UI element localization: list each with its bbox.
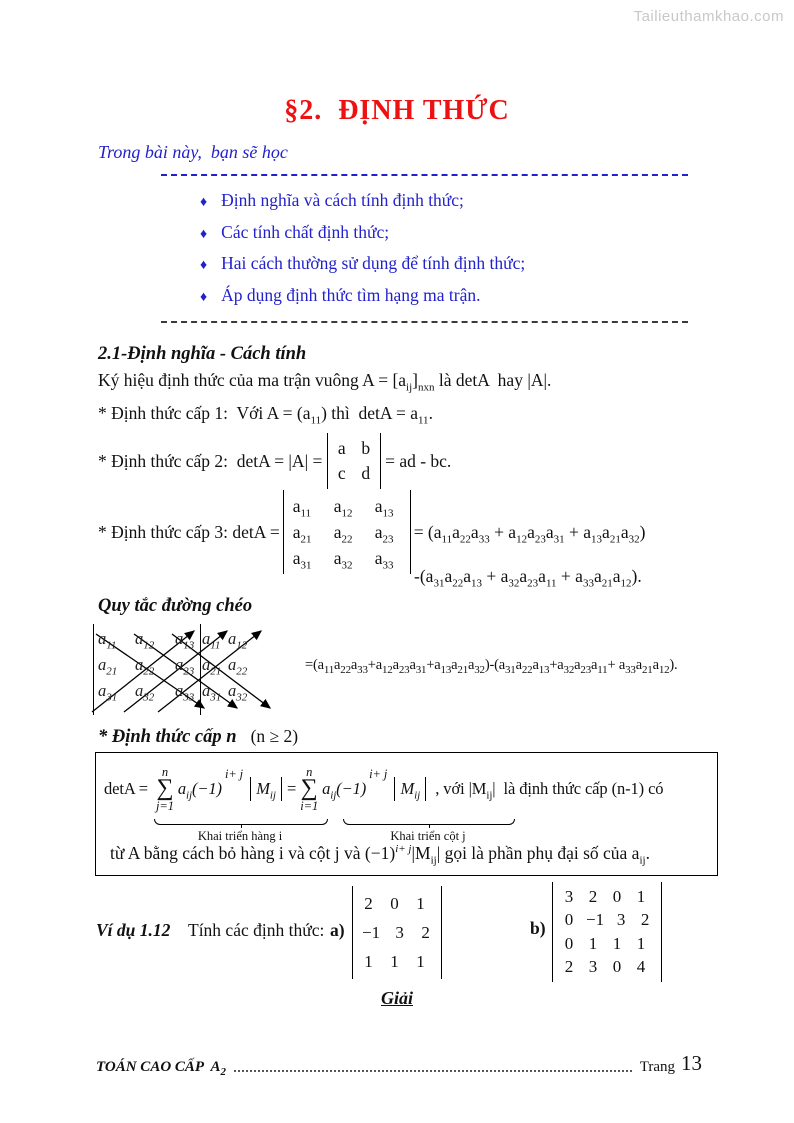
bullet-label: Định nghĩa và cách tính định thức; <box>221 190 464 210</box>
matrix-row <box>562 885 652 909</box>
matrix-cell: 0 <box>564 910 574 930</box>
matrix-row <box>293 545 401 571</box>
underbrace-row-expansion <box>154 819 328 825</box>
sigma-icon: ∑ <box>156 775 174 802</box>
example-text: Tính các định thức: <box>188 920 325 940</box>
matrix-cell: $a_{33}$ <box>374 547 394 571</box>
sum-lower: j=1 <box>156 798 174 813</box>
matrix-cell: $a_{13}$ <box>175 629 195 652</box>
matrix-cell: $a_{12}$ <box>228 629 248 652</box>
intro-lead: Trong bài này, bạn sẽ học <box>98 142 288 162</box>
matrix-cell: $a_{22}$ <box>333 521 353 545</box>
underbrace-label-col: Khai triển cột j <box>390 829 466 843</box>
sarrus-grid <box>98 626 258 704</box>
matrix-cell: 2 <box>640 910 650 930</box>
matrix-row <box>337 436 371 461</box>
formula-box <box>95 752 718 876</box>
matrix-cell: −1 <box>362 922 381 942</box>
sigma-icon: ∑ <box>300 775 318 802</box>
matrix-row <box>98 678 258 704</box>
diamond-bullet-icon: ♦ <box>200 258 208 273</box>
matrix-cell: 3 <box>616 910 626 930</box>
det3-matrix <box>283 490 411 574</box>
det2-matrix <box>327 433 381 489</box>
matrix-row <box>98 626 258 652</box>
sarrus-left-bar <box>93 624 94 715</box>
matrix-cell: 0 <box>612 886 622 906</box>
matrix-cell: c <box>337 463 346 483</box>
watermark-text: Tailieuthamkhao.com <box>633 8 784 25</box>
matrix-cell: b <box>361 438 371 458</box>
example-matrix-b <box>552 882 662 982</box>
det-bar <box>281 777 282 801</box>
page-footer <box>96 1051 702 1076</box>
det-bar <box>425 777 426 801</box>
matrix-row <box>362 947 432 976</box>
matrix-cell: 1 <box>636 933 646 953</box>
matrix-row <box>337 461 371 486</box>
footer-book-title: TOÁN CAO CẤP $A_2$ <box>96 1059 226 1078</box>
det-bar <box>250 777 251 801</box>
capn-heading <box>98 726 298 748</box>
solution-heading-wrap <box>0 988 794 1009</box>
sum-over-j <box>156 766 174 813</box>
diamond-bullet-icon: ♦ <box>200 290 208 305</box>
section-heading: 2.1-Định nghĩa - Cách tính <box>98 344 307 364</box>
sum-over-i <box>300 766 318 813</box>
matrix-cell: $a_{22}$ <box>135 655 155 678</box>
matrix-cell: 1 <box>364 951 373 971</box>
matrix-cell: $a_{33}$ <box>175 681 195 704</box>
f-deta: detA = <box>104 779 153 798</box>
matrix-cell: 3 <box>395 922 404 942</box>
matrix-cell: 0 <box>612 957 622 977</box>
sarrus-equation: $=(a_{11}a_{22}a_{33}+a_{12}a_{23}a_{31}+a_{13}a_{21}a_{32})-(a_{31}a_{22}a_{13}+a_{32}a_{23}a_{11}+ a_{33}a_{21}a_{12})$. <box>305 657 678 676</box>
cap3-line <box>98 490 645 574</box>
matrix-row <box>362 918 432 947</box>
matrix-cell: $a_{11}$ <box>202 629 221 652</box>
matrix-cell: $a_{23}$ <box>175 655 195 678</box>
f-equals: = <box>287 779 297 798</box>
separator-dashed-blue <box>161 174 688 176</box>
matrix-cell: $a_{32}$ <box>135 681 155 704</box>
capn-condition: (n ≥ 2) <box>250 726 299 746</box>
matrix-cell: 3 <box>564 886 574 906</box>
separator-dashed-black <box>161 321 688 323</box>
sarrus-heading: Quy tắc đường chéo <box>98 596 253 616</box>
bullet-item <box>200 253 525 274</box>
matrix-cell: $a_{11}$ <box>98 629 117 652</box>
capn-heading-bold: * Định thức cấp n <box>98 727 237 747</box>
matrix-cell: 0 <box>390 893 399 913</box>
matrix-cell: $a_{21}$ <box>292 521 312 545</box>
f-exponent: i+ j <box>369 766 388 781</box>
footer-dotted-leader <box>234 1069 632 1072</box>
matrix-cell: $a_{12}$ <box>135 629 155 652</box>
underbrace-label-row: Khai triển hàng i <box>197 829 283 843</box>
page-title: §2. ĐỊNH THỨC <box>284 95 510 126</box>
underbrace-col-expansion <box>343 819 515 825</box>
cap3-result1: = $(a_{11}a_{22}a_{33} + a_{12}a_{23}a_{31} + a_{13}a_{21}a_{32})$ <box>413 521 646 545</box>
bullet-label: Hai cách thường sử dụng để tính định thức; <box>221 253 526 273</box>
bullet-label: Các tính chất định thức; <box>221 222 390 242</box>
matrix-row <box>362 889 432 918</box>
cap2-suffix: = ad - bc. <box>380 450 452 471</box>
sum-upper: n <box>161 764 169 779</box>
matrix-cell: 1 <box>390 951 399 971</box>
matrix-cell: $a_{23}$ <box>374 521 394 545</box>
matrix-cell: $a_{31}$ <box>98 681 118 704</box>
f-tail: , với $|M_{ij}|$ là định thức cấp (n-1) có <box>431 779 664 802</box>
f-term: $a_{ij}(-1)$ <box>177 779 222 802</box>
matrix-cell: 2 <box>421 922 430 942</box>
formula-line-1 <box>104 761 663 817</box>
matrix-cell: 3 <box>588 957 598 977</box>
bullet-item <box>200 285 480 306</box>
matrix-row <box>293 493 401 519</box>
matrix-cell: 4 <box>636 957 646 977</box>
footer-page-number: 13 <box>681 1051 702 1075</box>
det-bar <box>394 777 395 801</box>
diamond-bullet-icon: ♦ <box>200 195 208 210</box>
matrix-cell: a <box>337 438 346 458</box>
bullet-item <box>200 190 464 211</box>
matrix-row <box>293 519 401 545</box>
f-minor: $M_{ij}$ <box>400 779 421 802</box>
formula-line-2: từ A bằng cách bỏ hàng i và cột j và $(-1)^{i+ j}|M_{ij}|$ gọi là phần phụ đại số của $a_{ij}$. <box>110 843 650 867</box>
matrix-cell: $a_{21}$ <box>202 655 222 678</box>
matrix-cell: −1 <box>586 910 605 930</box>
matrix-row <box>562 932 652 956</box>
cap2-line <box>98 433 451 489</box>
cap2-prefix: * Định thức cấp 2: detA = |A| = <box>98 450 327 471</box>
matrix-cell: 1 <box>612 933 622 953</box>
matrix-cell: $a_{13}$ <box>374 495 394 519</box>
f-exponent: i+ j <box>224 766 244 781</box>
matrix-cell: $a_{31}$ <box>202 681 222 704</box>
bullet-label: Áp dụng định thức tìm hạng ma trận. <box>221 285 481 305</box>
bullet-item <box>200 222 389 243</box>
matrix-row <box>98 652 258 678</box>
matrix-cell: 2 <box>564 957 574 977</box>
matrix-cell: $a_{11}$ <box>292 495 312 519</box>
matrix-cell: $a_{32}$ <box>333 547 353 571</box>
matrix-cell: $a_{12}$ <box>333 495 353 519</box>
solution-heading: Giải <box>380 988 413 1008</box>
example-b-label: b) <box>530 918 546 938</box>
matrix-cell: $a_{22}$ <box>228 655 248 678</box>
matrix-cell: 1 <box>416 951 425 971</box>
example-label: Ví dụ 1.12 <box>96 920 171 940</box>
matrix-cell: d <box>361 463 371 483</box>
matrix-cell: 1 <box>588 933 598 953</box>
notation-line: Ký hiệu định thức của ma trận vuông $A = [a_{ij}]_{nxn}$ là detA hay |A|. <box>98 370 552 394</box>
matrix-cell: $a_{32}$ <box>228 681 248 704</box>
matrix-row <box>562 956 652 980</box>
matrix-row <box>562 909 652 933</box>
cap1-line: * Định thức cấp 1: Với $A = (a_{11})$ thì $\det A = a_{11}$. <box>98 403 433 427</box>
matrix-cell: 2 <box>364 893 373 913</box>
f-minor: $M_{ij}$ <box>256 779 276 802</box>
matrix-cell: $a_{31}$ <box>292 547 312 571</box>
sum-upper: n <box>306 764 313 779</box>
example-a-label: a) <box>330 920 345 940</box>
matrix-cell: 2 <box>588 886 598 906</box>
cap3-prefix: * Định thức cấp 3: detA = <box>98 521 280 542</box>
matrix-cell: $a_{21}$ <box>98 655 118 678</box>
matrix-cell: 1 <box>636 886 646 906</box>
f-term: $a_{ij}(-1)$ <box>322 779 367 802</box>
footer-page-label: Trang <box>639 1059 675 1075</box>
matrix-cell: 0 <box>564 933 574 953</box>
cap3-result2: $-(a_{31}a_{22}a_{13} + a_{32}a_{23}a_{11} + a_{33}a_{21}a_{12})$. <box>414 566 642 590</box>
diamond-bullet-icon: ♦ <box>200 227 208 242</box>
example-matrix-a <box>352 886 442 979</box>
matrix-cell: 1 <box>416 893 425 913</box>
sum-lower: i=1 <box>300 798 319 813</box>
